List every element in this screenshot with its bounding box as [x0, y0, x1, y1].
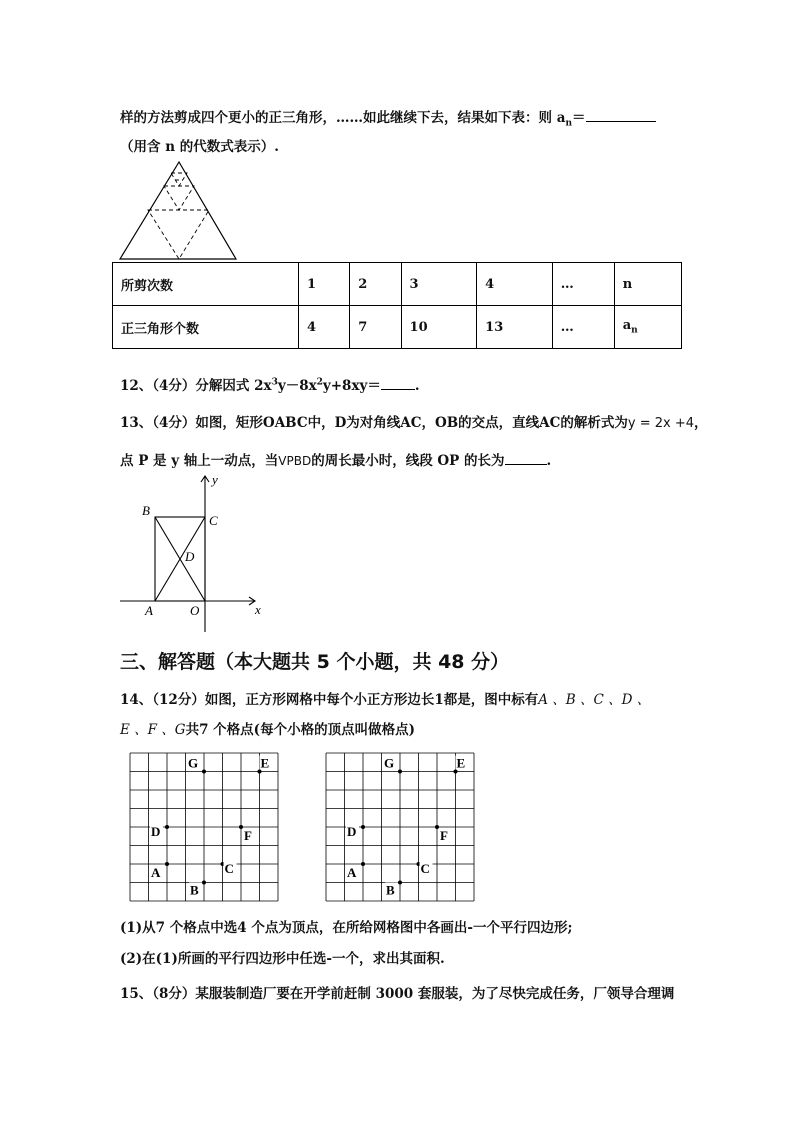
- table-row: [113, 263, 682, 306]
- q13-formula: y = 2x +4: [627, 416, 695, 431]
- q13-text2a: 点 P 是 y 轴上一动点，当: [120, 453, 279, 469]
- coordinate-figure: [110, 470, 280, 635]
- label-C: C: [209, 513, 218, 528]
- table-cell: n: [614, 263, 681, 306]
- point-label: B: [386, 882, 395, 898]
- q12-sup2: 2: [316, 377, 323, 388]
- q13-end: .: [546, 453, 552, 469]
- q14-sub2: (2)在(1)所画的平行四边形中任选-一个，求出其面积.: [120, 951, 445, 967]
- lattice-point: [202, 770, 206, 774]
- table-cell: …: [552, 263, 614, 306]
- table-cell: [614, 306, 681, 349]
- q12-end: .: [414, 378, 420, 394]
- label-x: x: [255, 602, 261, 617]
- answer-blank: [381, 389, 415, 390]
- label-y: y: [212, 472, 218, 487]
- q14-sub1: (1)从7 个格点中选4 个点为顶点，在所给网格图中各画出-一个平行四边形;: [120, 920, 573, 936]
- point-label: C: [224, 861, 234, 876]
- q11-line1: [120, 106, 656, 129]
- q13-text: 13、（4分）如图，矩形OABC中，D为对角线AC，OB的交点，直线AC的解析式为: [120, 415, 628, 431]
- q13-line2: [120, 449, 551, 469]
- q13-text2b: 的周长最小时，线段 OP 的长为: [311, 453, 505, 469]
- lattice-point: [435, 825, 439, 829]
- q14-points: A 、B 、C 、D 、: [538, 692, 651, 708]
- table-cell: 所剪次数: [113, 263, 299, 306]
- table-cell: 2: [350, 263, 401, 306]
- label-A: A: [145, 603, 153, 618]
- q13-triangle: VPBD: [278, 454, 312, 468]
- q11-eq: ＝: [572, 110, 586, 126]
- point-label: F: [244, 828, 252, 843]
- table-row: [113, 306, 682, 349]
- lattice-point: [361, 825, 365, 829]
- an-sub: n: [631, 325, 638, 336]
- table-cell: 4: [477, 263, 553, 306]
- answer-blank: [505, 464, 547, 465]
- point-label: E: [456, 755, 466, 771]
- point-label: D: [347, 824, 357, 839]
- lattice-point: [165, 825, 169, 829]
- triangle-figure: [118, 160, 240, 262]
- point-label: F: [440, 828, 448, 843]
- lattice-point: [361, 862, 365, 866]
- section-title: 三、解答题（本大题共 5 个小题，共 48 分）: [120, 651, 510, 673]
- table-cell: 10: [401, 306, 477, 349]
- q14-text: 14、（12分）如图，正方形网格中每个小正方形边长1都是，图中标有: [120, 692, 539, 708]
- point-label: C: [420, 861, 430, 876]
- lattice-point: [398, 770, 402, 774]
- table-cell: …: [552, 306, 614, 349]
- table-cell: 4: [299, 306, 350, 349]
- q12-sup1: 3: [271, 377, 278, 388]
- point-label: B: [190, 882, 199, 898]
- q12: [120, 374, 420, 394]
- table-cell: 7: [350, 306, 401, 349]
- lattice-point: [202, 881, 206, 885]
- answer-blank: [586, 121, 656, 122]
- q14-line2: [120, 718, 415, 738]
- table-cell: 正三角形个数: [113, 306, 299, 349]
- count-table: [112, 262, 682, 349]
- q14-points2: E 、F 、G: [120, 722, 186, 738]
- point-label: A: [151, 865, 161, 880]
- lattice-point: [165, 862, 169, 866]
- q11-text: 样的方法剪成四个更小的正三角形，……如此继续下去，结果如下表：则 a: [120, 110, 566, 126]
- lattice-point: [398, 881, 402, 885]
- point-label: E: [260, 755, 270, 771]
- point-label: G: [188, 755, 199, 771]
- lattice-point: [239, 825, 243, 829]
- an-label: a: [622, 318, 632, 334]
- q11-line2: （用含 n 的代数式表示）.: [120, 139, 279, 155]
- q15-line1: 15、（8分）某服装制造厂要在开学前赶制 3000 套服装，为了尽快完成任务，厂领导合理调: [120, 986, 675, 1002]
- q14-line1: [120, 688, 650, 708]
- q13-line1: [120, 411, 708, 431]
- table-cell: 13: [477, 306, 553, 349]
- point-label: G: [384, 755, 395, 771]
- label-B: B: [142, 503, 150, 518]
- point-label: D: [151, 824, 161, 839]
- q12-mid2: y+8xy＝: [322, 378, 381, 394]
- q12-prefix: 12、（4分）分解因式 2x: [120, 378, 272, 394]
- q11-sub: n: [565, 118, 572, 129]
- table-cell: 1: [299, 263, 350, 306]
- q14-text2: 共7 个格点(每个小格的顶点叫做格点): [185, 722, 415, 738]
- label-D: D: [185, 549, 195, 564]
- grid-right: [325, 752, 489, 902]
- point-label: A: [347, 865, 357, 880]
- q12-mid1: y－8x: [277, 378, 317, 394]
- q13-comma: ，: [694, 415, 708, 431]
- label-O: O: [190, 603, 200, 618]
- grid-left: [129, 752, 293, 902]
- table-cell: 3: [401, 263, 477, 306]
